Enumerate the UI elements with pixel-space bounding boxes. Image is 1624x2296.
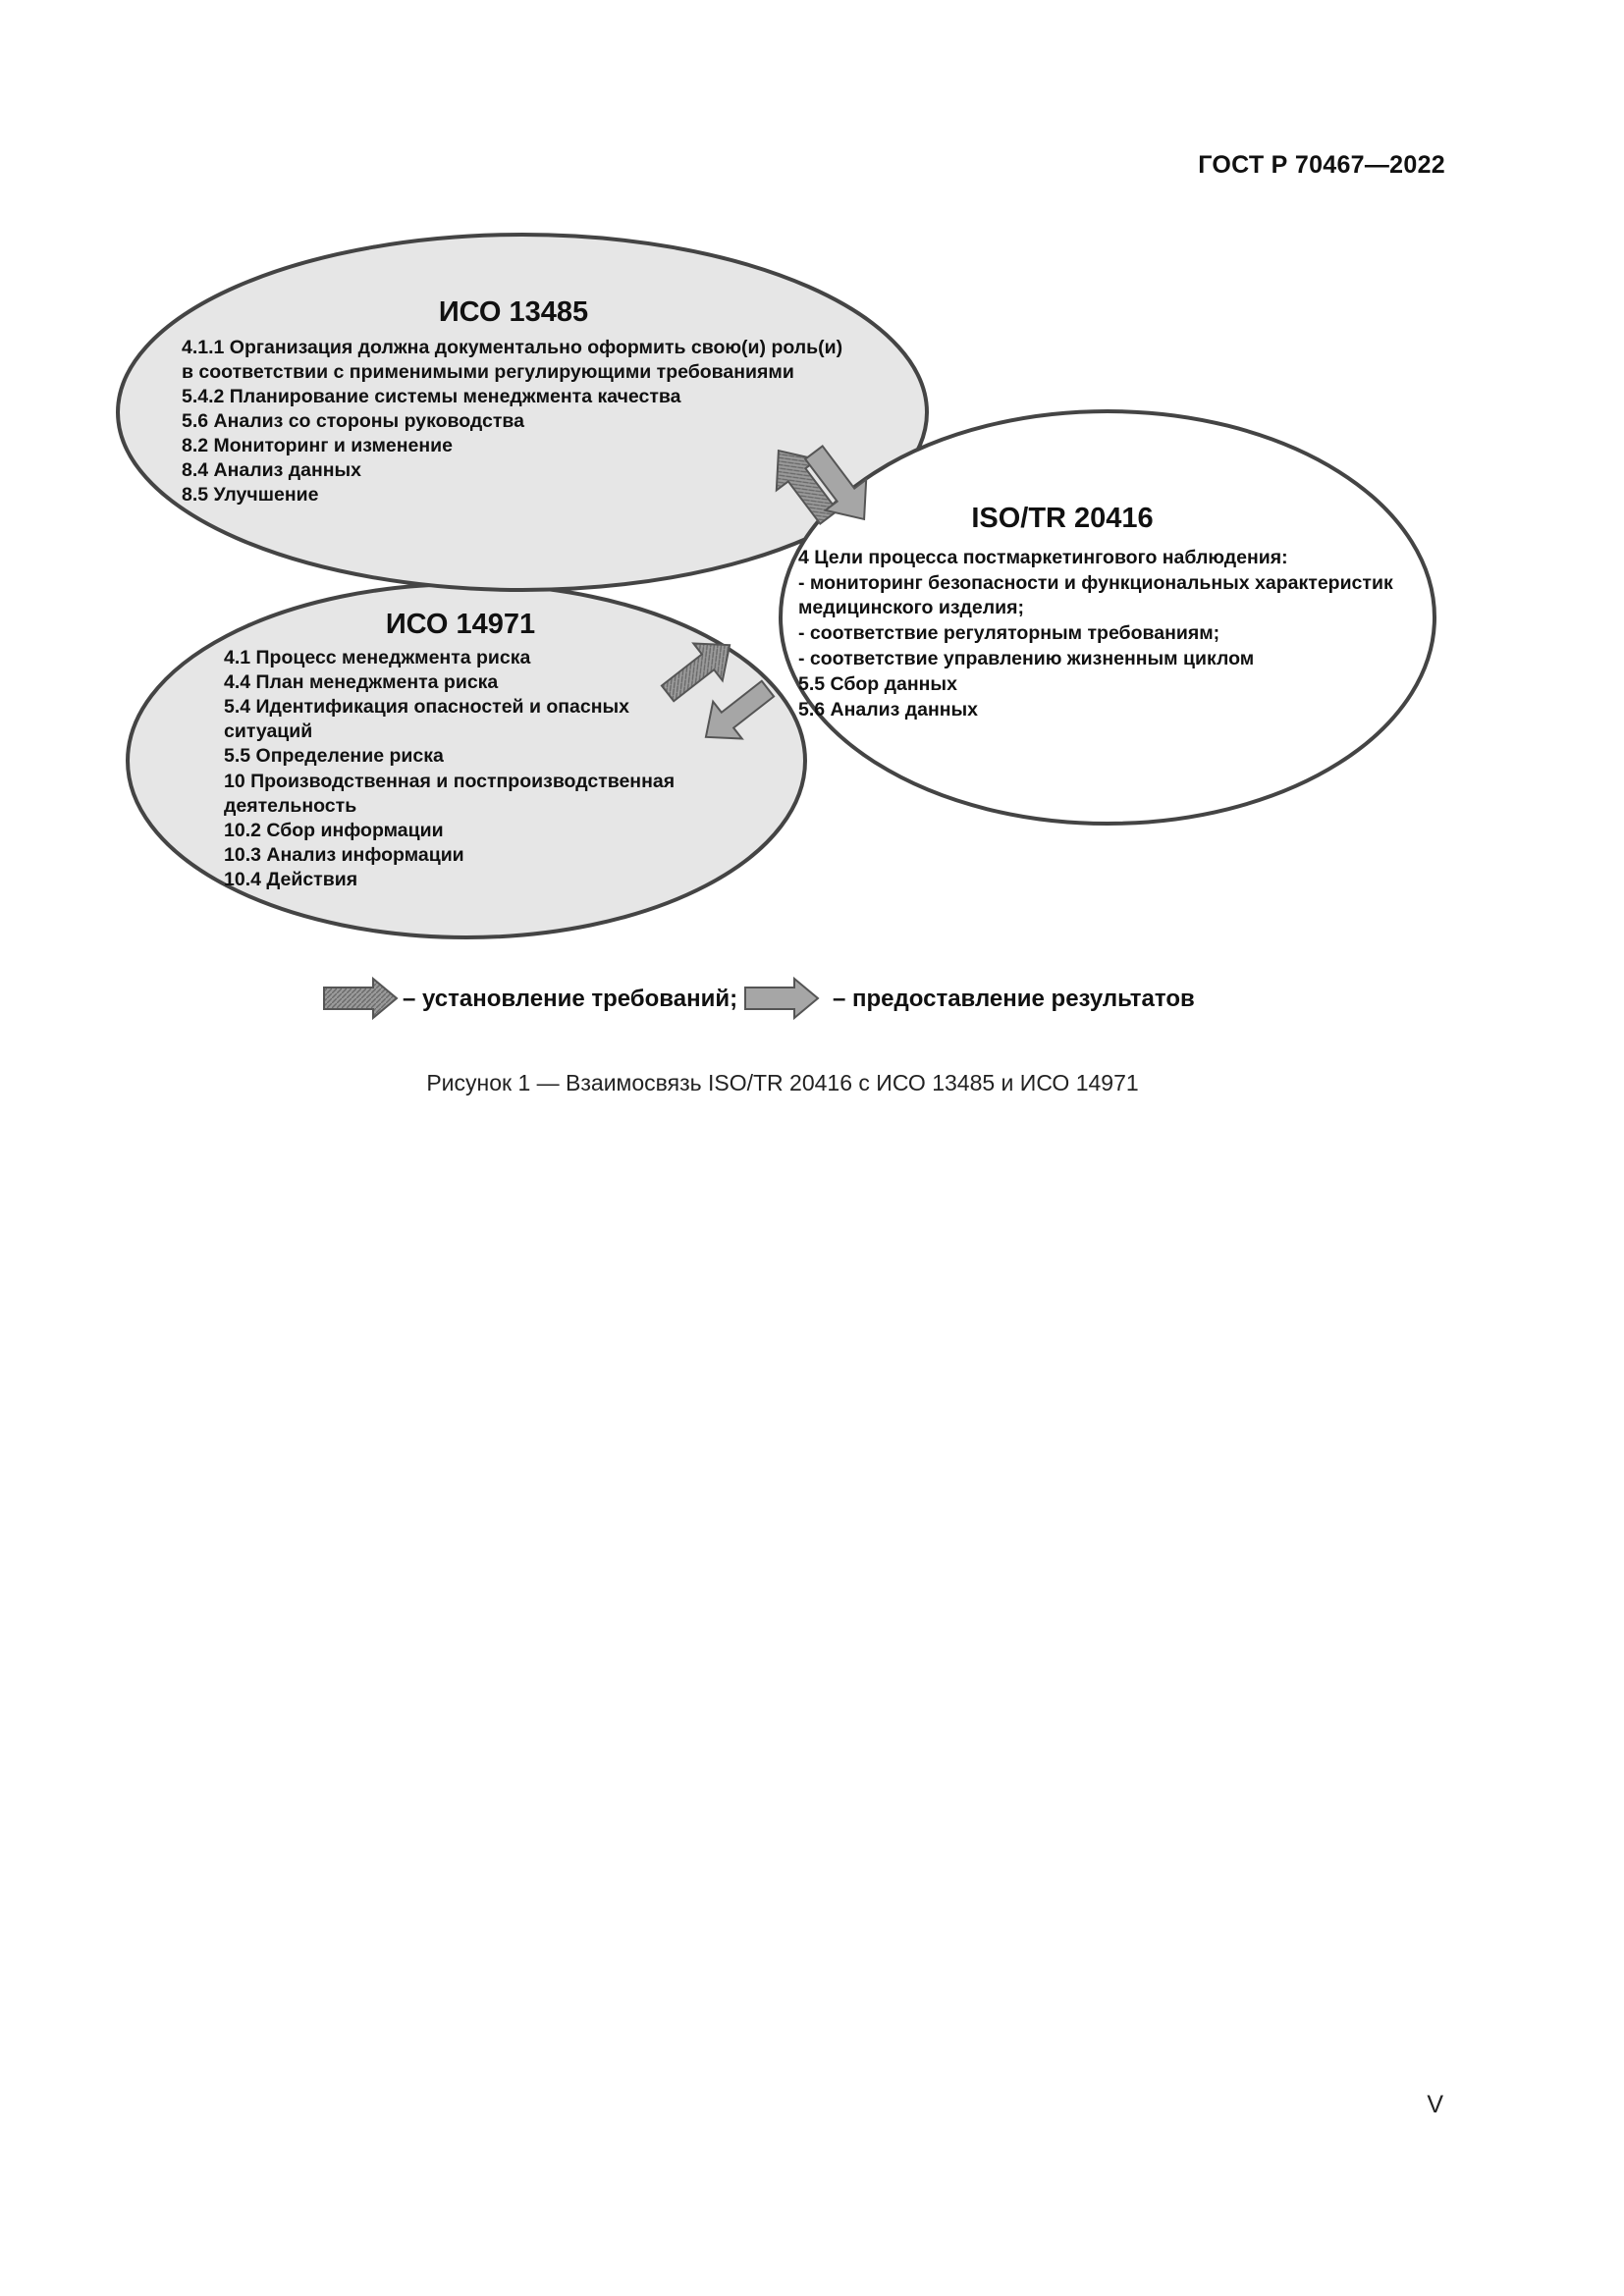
iso13485-title: ИСО 13485 [438,296,589,328]
iso14971-line: деятельность [224,795,357,817]
iso13485-line: 8.2 Мониторинг и изменение [182,435,453,456]
isotr20416-line: медицинского изделия; [798,597,1024,618]
iso13485-line: в соответствии с применимыми регулирующими требованиями [182,361,794,383]
iso14971-line: 10 Производственная и постпроизводственная [224,771,676,792]
iso14971-line: 10.3 Анализ информации [224,844,464,866]
iso14971-line: 4.1 Процесс менеджмента риска [224,647,531,668]
iso14971-line: 4.4 План менеджмента риска [224,671,499,693]
iso14971-line: 5.4 Идентификация опасностей и опасных [224,696,630,718]
iso14971-line: 5.5 Определение риска [224,745,444,767]
legend-results-label: – предоставление результатов [833,986,1195,1012]
isotr20416-line: - соответствие регуляторным требованиям; [798,622,1220,644]
isotr20416-title: ISO/TR 20416 [971,503,1154,534]
document-id: ГОСТ Р 70467—2022 [1198,151,1445,179]
isotr20416-line: 5.6 Анализ данных [798,699,978,721]
iso14971-title: ИСО 14971 [385,609,536,640]
iso14971-line: ситуаций [224,721,313,742]
iso13485-line: 8.4 Анализ данных [182,459,361,481]
iso14971-line: 10.4 Действия [224,869,358,890]
iso14971-line: 10.2 Сбор информации [224,820,444,841]
figure-caption: Рисунок 1 — Взаимосвязь ISO/TR 20416 с ИСО 13485 и ИСО 14971 [426,1070,1139,1095]
isotr20416-line: - мониторинг безопасности и функциональных характеристик [798,572,1393,594]
isotr20416-line: 4 Цели процесса постмаркетингового наблюдения: [798,547,1288,568]
legend-arrow-results [745,979,818,1018]
iso13485-line: 4.1.1 Организация должна документально оформить свою(и) роль(и) [182,337,843,358]
legend-arrow-requirements [324,979,397,1018]
iso13485-line: 8.5 Улучшение [182,484,319,506]
isotr20416-line: - соответствие управлению жизненным циклом [798,648,1255,669]
page-number: V [1427,2091,1443,2118]
iso13485-line: 5.4.2 Планирование системы менеджмента качества [182,386,681,407]
isotr20416-line: 5.5 Сбор данных [798,673,957,695]
legend-requirements-label: – установление требований; [403,986,738,1012]
iso13485-line: 5.6 Анализ со стороны руководства [182,410,525,432]
venn-diagram [0,0,1624,1041]
